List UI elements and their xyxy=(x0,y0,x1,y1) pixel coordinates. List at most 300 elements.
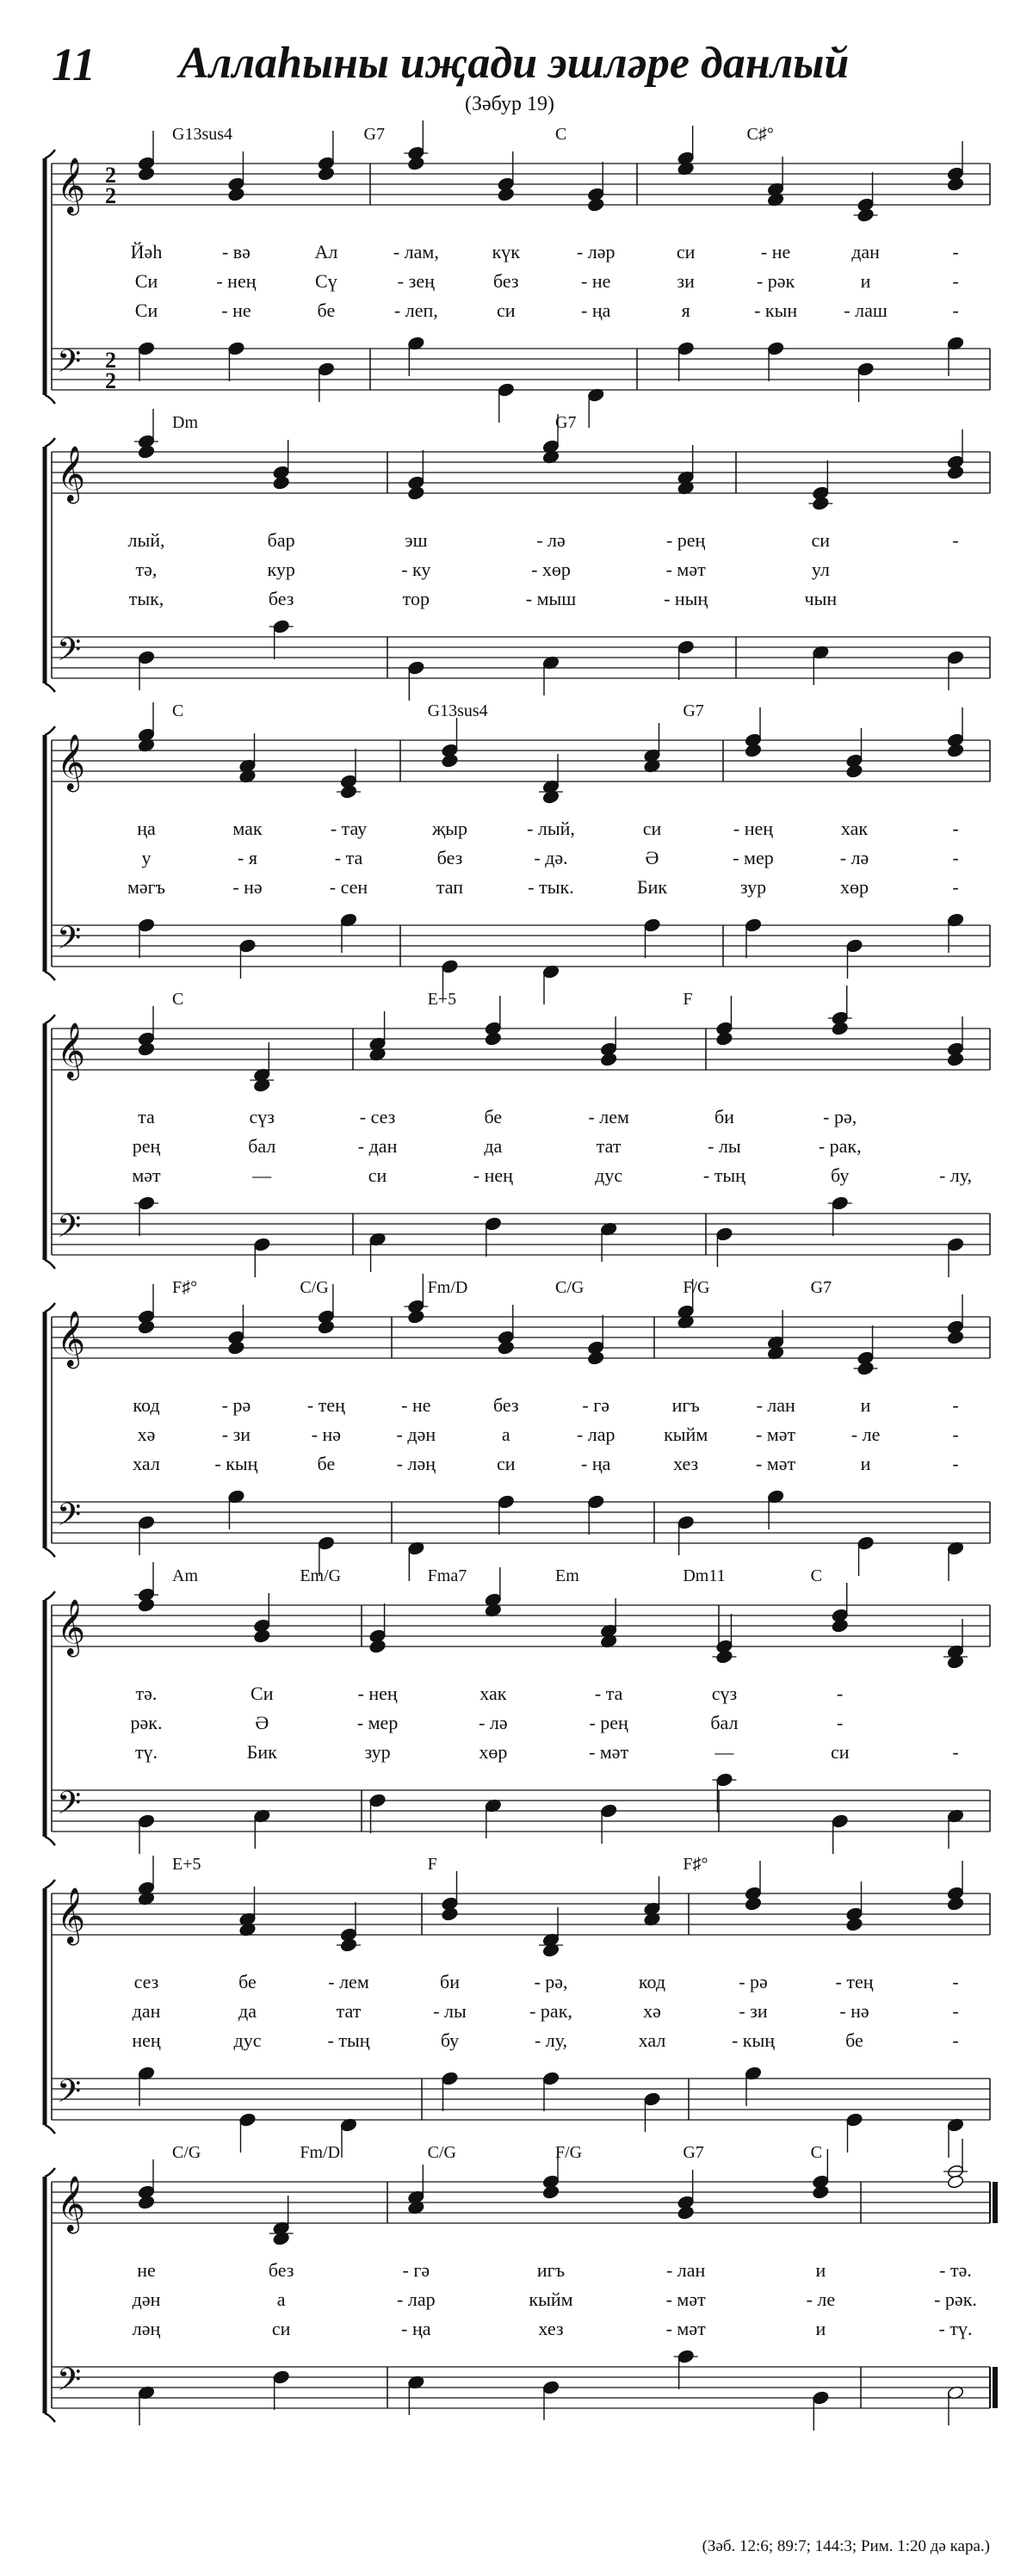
chord-symbol: C xyxy=(810,2143,823,2162)
lyric-syllable: - тү. xyxy=(938,2318,973,2339)
chord-symbol: G7 xyxy=(683,2143,704,2162)
chord-symbol: E+5 xyxy=(427,990,457,1009)
lyric-syllable: - рак, xyxy=(818,1135,862,1157)
lyric-syllable: - xyxy=(952,1394,959,1416)
bass-note xyxy=(138,1515,155,1529)
chord-symbol: G13sus4 xyxy=(172,125,233,144)
lyric-syllable: - рә, xyxy=(823,1106,857,1127)
bass-clef: 𝄢 xyxy=(57,2363,82,2405)
hymn-subtitle: (Зәбур 19) xyxy=(465,93,554,115)
bass-note xyxy=(238,2112,256,2127)
lyric-syllable: бе xyxy=(317,300,336,321)
lyric-syllable: хөр xyxy=(840,876,869,898)
lyric-syllable: а xyxy=(501,1424,510,1445)
lyric-syllable: код xyxy=(133,1394,160,1416)
alto-note xyxy=(812,2184,829,2199)
lyric-syllable: ләң xyxy=(132,2318,161,2339)
lyric-syllable: - не xyxy=(221,300,251,321)
lyric-syllable: хак xyxy=(479,1683,507,1704)
lyric-syllable: хак xyxy=(840,818,869,839)
lyric-syllable: - гә xyxy=(582,1394,610,1416)
lyric-syllable: и xyxy=(860,1394,871,1416)
lyric-syllable: Си xyxy=(251,1683,274,1704)
alto-note xyxy=(845,1917,863,1931)
alto-note xyxy=(407,1309,424,1324)
lyric-syllable: - xyxy=(837,1683,844,1704)
lyric-syllable: - хөр xyxy=(531,559,571,580)
lyric-syllable: - xyxy=(952,1453,959,1474)
lyric-syllable: бал xyxy=(248,1135,276,1157)
lyric-syllable: хә xyxy=(137,1424,156,1445)
bracket-hook xyxy=(45,395,55,404)
bass-clef: 𝄢 xyxy=(57,344,82,386)
chord-symbol: C xyxy=(172,990,184,1009)
lyric-syllable: - не xyxy=(401,1394,431,1416)
lyric-syllable: си xyxy=(642,818,662,839)
lyric-syllable: бе xyxy=(845,2029,863,2051)
lyric-syllable: - xyxy=(952,818,959,839)
bass-note xyxy=(947,1237,964,1251)
alto-note xyxy=(947,1896,964,1911)
lyric-syllable: лый, xyxy=(127,529,165,551)
lyric-syllable: - дә. xyxy=(534,847,568,868)
lyric-syllable: - лы xyxy=(708,1135,741,1157)
lyric-syllable: - мәт xyxy=(756,1453,796,1474)
chord-symbol: G7 xyxy=(363,125,385,144)
lyric-syllable: хал xyxy=(133,1453,160,1474)
lyric-syllable: да xyxy=(484,1135,503,1157)
lyric-syllable: рәк. xyxy=(130,1712,163,1733)
alto-note xyxy=(138,1041,155,1056)
alto-note xyxy=(845,763,863,778)
lyric-syllable: - ның xyxy=(664,588,708,609)
lyric-syllable: чын xyxy=(804,588,838,609)
lyric-syllable: - не xyxy=(581,270,611,292)
bracket-hook xyxy=(45,972,55,980)
lyric-syllable: - дан xyxy=(357,1135,398,1157)
bass-note xyxy=(138,1813,155,1828)
lyric-syllable: - xyxy=(952,270,959,292)
lyric-syllable: җыр xyxy=(432,818,467,839)
lyric-syllable: без xyxy=(492,270,519,292)
lyric-syllable: - тең xyxy=(835,1971,874,1992)
chord-symbol: Em xyxy=(555,1566,579,1585)
alto-note xyxy=(832,1618,849,1633)
lyric-syllable: - тык. xyxy=(528,876,574,898)
lyric-syllable: - нә xyxy=(311,1424,342,1445)
lyric-syllable: зур xyxy=(364,1741,391,1763)
lyric-syllable: бе xyxy=(238,1971,257,1992)
lyric-syllable: Йәһ xyxy=(130,241,163,263)
lyric-syllable: бе xyxy=(484,1106,503,1127)
bass-note xyxy=(273,2369,290,2384)
bass-note xyxy=(253,1237,270,1251)
bracket-hook xyxy=(45,2413,55,2422)
lyric-syllable: - ле xyxy=(851,1424,881,1445)
bracket-hook xyxy=(45,726,55,735)
bracket-hook xyxy=(45,1303,55,1312)
lyric-syllable: - рак, xyxy=(529,2000,572,2022)
lyric-syllable: - дән xyxy=(396,1424,436,1445)
treble-clef: 𝄞 xyxy=(57,448,86,501)
bracket-hook xyxy=(45,1880,55,1888)
lyric-syllable: и xyxy=(815,2259,826,2281)
lyric-syllable: - зең xyxy=(397,270,435,292)
treble-clef: 𝄞 xyxy=(57,1024,86,1078)
alto-note xyxy=(369,1639,387,1653)
lyric-syllable: - рә, xyxy=(534,1971,568,1992)
chord-symbol: Em/G xyxy=(300,1566,342,1585)
treble-clef: 𝄞 xyxy=(57,1601,86,1654)
lyric-syllable: - я xyxy=(238,847,257,868)
time-signature-bottom: 2 xyxy=(105,368,116,393)
chord-symbol: C xyxy=(810,1566,823,1585)
lyric-syllable: - ле xyxy=(806,2289,836,2310)
bass-note xyxy=(600,1803,617,1818)
lyric-syllable: - та xyxy=(334,847,363,868)
bass-clef: 𝄢 xyxy=(57,1498,82,1540)
lyric-syllable: - нең xyxy=(216,270,257,292)
lyric-syllable: зи xyxy=(677,270,695,292)
lyric-syllable: Сү xyxy=(315,270,337,292)
lyric-syllable: - кын xyxy=(754,300,798,321)
chord-symbol: C xyxy=(172,701,184,720)
lyric-syllable: - тау xyxy=(330,818,368,839)
hymn-title: Аллаһыны иҗади эшләре данлый xyxy=(179,39,850,88)
bass-note xyxy=(318,361,335,376)
bass-clef: 𝄢 xyxy=(57,921,82,963)
lyric-syllable: мәгъ xyxy=(127,876,166,898)
lyric-syllable: дан xyxy=(132,2000,161,2022)
alto-note xyxy=(441,1906,458,1921)
lyric-syllable: - лаш xyxy=(844,300,888,321)
alto-note xyxy=(138,2195,155,2209)
lyric-syllable: бе xyxy=(317,1453,336,1474)
bass-note xyxy=(441,959,458,973)
alto-note xyxy=(498,1340,515,1355)
chord-symbol: G13sus4 xyxy=(427,701,488,720)
lyric-syllable: без xyxy=(268,2259,294,2281)
lyric-syllable: не xyxy=(137,2259,156,2281)
scripture-references: (Зәб. 12:6; 89:7; 144:3; Рим. 1:20 дә кара.) xyxy=(702,2537,990,2555)
lyric-syllable: би xyxy=(440,1971,460,1992)
lyric-syllable: - xyxy=(952,241,959,263)
lyric-syllable: тә. xyxy=(135,1683,158,1704)
lyric-syllable: сез xyxy=(133,1971,159,1992)
lyric-syllable: си xyxy=(497,300,516,321)
lyric-syllable: - нең xyxy=(473,1164,513,1186)
lyric-syllable: - зи xyxy=(221,1424,251,1445)
time-signature-bottom: 2 xyxy=(105,183,116,208)
alto-note xyxy=(485,1031,502,1046)
bass-note xyxy=(845,2112,863,2127)
lyric-syllable: - сез xyxy=(359,1106,396,1127)
lyric-syllable: си xyxy=(830,1741,850,1763)
lyric-syllable: - сен xyxy=(329,876,368,898)
lyric-syllable: - xyxy=(837,1712,844,1733)
lyric-syllable: Ә xyxy=(255,1712,269,1733)
alto-note xyxy=(832,1021,849,1035)
lyric-syllable: мак xyxy=(232,818,263,839)
alto-note xyxy=(253,1628,270,1643)
lyric-syllable: тү. xyxy=(134,1741,158,1763)
chord-symbol: G7 xyxy=(555,413,577,432)
lyric-syllable: - мәт xyxy=(665,2289,706,2310)
lyric-syllable: - лә xyxy=(479,1712,508,1733)
bass-note xyxy=(441,2071,458,2085)
lyric-syllable: - леп, xyxy=(393,300,438,321)
lyric-syllable: и xyxy=(860,1453,871,1474)
lyric-syllable: код xyxy=(638,1971,666,1992)
lyric-syllable: - ләр xyxy=(576,241,615,263)
lyric-syllable: хөр xyxy=(479,1741,508,1763)
lyric-syllable: - xyxy=(952,300,959,321)
lyric-syllable: - не xyxy=(760,241,791,263)
alto-note xyxy=(715,1031,733,1046)
chord-symbol: F♯° xyxy=(172,1278,198,1297)
lyric-syllable: - гә xyxy=(402,2259,430,2281)
lyric-syllable: Си xyxy=(134,300,158,321)
bass-note xyxy=(857,1535,875,1550)
alto-note xyxy=(407,485,424,500)
treble-clef: 𝄞 xyxy=(57,1889,86,1943)
lyric-syllable: - лу, xyxy=(534,2029,568,2051)
lyric-syllable: - рең xyxy=(665,529,706,551)
lyric-syllable: - лы xyxy=(433,2000,467,2022)
bass-note xyxy=(485,1216,502,1231)
lyric-syllable: нең xyxy=(132,2029,161,2051)
lyric-syllable: Бик xyxy=(246,1741,277,1763)
bass-note xyxy=(227,341,244,355)
bass-note xyxy=(587,1494,604,1509)
lyric-syllable: и xyxy=(815,2318,826,2339)
alto-note xyxy=(407,156,424,170)
lyric-syllable: - вә xyxy=(221,241,251,263)
bass-note xyxy=(677,639,695,654)
lyric-syllable: - рә xyxy=(221,1394,251,1416)
treble-clef: 𝄞 xyxy=(57,736,86,789)
lyric-syllable: тә, xyxy=(135,559,158,580)
lyric-syllable: - лем xyxy=(328,1971,369,1992)
chord-symbol: Dm11 xyxy=(683,1566,726,1585)
lyric-syllable: си xyxy=(271,2318,291,2339)
alto-note xyxy=(498,187,515,201)
lyric-syllable: - рәк xyxy=(756,270,795,292)
lyric-syllable: дан xyxy=(851,241,880,263)
alto-note xyxy=(745,1896,762,1911)
lyric-syllable: - xyxy=(952,876,959,898)
lyric-syllable: - xyxy=(952,1424,959,1445)
lyric-syllable: тор xyxy=(402,588,430,609)
chord-symbol: E+5 xyxy=(172,1855,201,1874)
lyric-syllable: — xyxy=(252,1164,272,1186)
bass-note xyxy=(643,2091,660,2106)
lyric-syllable: - рә xyxy=(739,1971,768,1992)
lyric-syllable: та xyxy=(138,1106,155,1127)
chord-symbol: Fma7 xyxy=(427,1566,467,1585)
lyric-syllable: - лар xyxy=(576,1424,615,1445)
lyric-syllable: тат xyxy=(336,2000,362,2022)
lyric-syllable: Ә xyxy=(645,847,659,868)
bass-note xyxy=(542,2380,560,2394)
lyric-syllable: - ңа xyxy=(581,1453,611,1474)
bass-note xyxy=(715,1226,733,1241)
lyric-syllable: - xyxy=(952,847,959,868)
lyric-syllable: - xyxy=(952,1741,959,1763)
lyric-syllable: а xyxy=(276,2289,286,2310)
lyric-syllable: - та xyxy=(594,1683,623,1704)
lyric-syllable: без xyxy=(268,588,294,609)
chord-symbol: G7 xyxy=(683,701,704,720)
lyric-syllable: - лә xyxy=(536,529,566,551)
lyric-syllable: - лам, xyxy=(393,241,439,263)
bracket-hook xyxy=(45,438,55,447)
lyric-syllable: хә xyxy=(643,2000,661,2022)
lyric-syllable: - рең xyxy=(589,1712,628,1733)
bass-clef: 𝄢 xyxy=(57,2074,82,2116)
chord-symbol: C/G xyxy=(172,2143,201,2162)
lyric-syllable: хез xyxy=(538,2318,564,2339)
lyric-syllable: зур xyxy=(739,876,767,898)
bass-note xyxy=(318,1535,335,1550)
bass-note xyxy=(857,361,875,376)
bass-note xyxy=(542,2071,560,2085)
alto-note xyxy=(441,753,458,768)
lyric-syllable: без xyxy=(492,1394,519,1416)
alto-note xyxy=(138,1597,155,1612)
bass-note xyxy=(498,382,515,397)
hymn-number: 11 xyxy=(52,39,96,90)
lyric-syllable: - тең xyxy=(306,1394,345,1416)
lyric-syllable: - лый, xyxy=(527,818,575,839)
chord-symbol: F xyxy=(683,990,693,1009)
bass-note xyxy=(745,917,762,932)
bracket-hook xyxy=(45,1548,55,1557)
lyric-syllable: дус xyxy=(595,1164,623,1186)
lyric-syllable: - нең xyxy=(733,818,774,839)
chord-symbol: C/G xyxy=(300,1278,329,1297)
time-signature-top: 2 xyxy=(105,163,116,188)
lyric-syllable: Ал xyxy=(314,241,338,263)
time-signature-top: 2 xyxy=(105,348,116,373)
lyric-syllable: бу xyxy=(831,1164,850,1186)
lyric-syllable: кыйм xyxy=(664,1424,708,1445)
lyric-syllable: - тә. xyxy=(939,2259,972,2281)
bass-clef: 𝄢 xyxy=(57,1786,82,1828)
alto-note xyxy=(318,1319,335,1334)
chord-symbol: F/G xyxy=(555,2143,583,2162)
lyric-syllable: си xyxy=(811,529,831,551)
lyric-syllable: - xyxy=(952,2029,959,2051)
lyric-syllable: игъ xyxy=(671,1394,700,1416)
lyric-syllable: ңа xyxy=(137,818,156,839)
lyric-syllable: - нә xyxy=(232,876,263,898)
lyric-syllable: эш xyxy=(405,529,428,551)
bass-note xyxy=(947,650,964,664)
chord-symbol: F♯° xyxy=(683,1855,708,1874)
lyric-syllable: - мәт xyxy=(665,2318,706,2339)
bracket-hook xyxy=(45,683,55,692)
chord-symbol: Fm/D xyxy=(427,1278,468,1297)
lyric-syllable: тык, xyxy=(128,588,164,609)
bass-note xyxy=(812,2390,829,2405)
lyric-syllable: - лан xyxy=(665,2259,706,2281)
lyric-syllable: бал xyxy=(710,1712,739,1733)
lyric-syllable: - мәт xyxy=(756,1424,796,1445)
lyric-syllable: у xyxy=(141,847,152,868)
alto-note xyxy=(947,2174,964,2189)
bracket-hook xyxy=(45,150,55,158)
treble-clef: 𝄞 xyxy=(57,2178,86,2231)
lyric-syllable: - лә xyxy=(839,847,869,868)
bracket-hook xyxy=(45,1591,55,1600)
lyric-syllable: - ләң xyxy=(396,1453,436,1474)
lyric-syllable: тап xyxy=(436,876,464,898)
lyric-syllable: - xyxy=(952,2000,959,2022)
lyric-syllable: - зи xyxy=(739,2000,768,2022)
bass-note xyxy=(677,1515,695,1529)
lyric-syllable: - лем xyxy=(588,1106,629,1127)
lyric-syllable: си xyxy=(497,1453,516,1474)
lyric-syllable: сүз xyxy=(711,1683,738,1704)
lyric-syllable: - тың xyxy=(327,2029,370,2051)
lyric-syllable: си xyxy=(368,1164,387,1186)
lyric-syllable: без xyxy=(436,847,463,868)
bracket-hook xyxy=(45,1260,55,1269)
lyric-syllable: - мыш xyxy=(525,588,577,609)
lyric-syllable: тат xyxy=(596,1135,622,1157)
lyric-syllable: игъ xyxy=(536,2259,566,2281)
bass-note xyxy=(498,1494,515,1509)
lyric-syllable: - мәт xyxy=(589,1741,629,1763)
alto-note xyxy=(600,1052,617,1066)
lyric-syllable: - xyxy=(952,529,959,551)
lyric-syllable: - xyxy=(952,1971,959,1992)
chord-symbol: C/G xyxy=(555,1278,585,1297)
bass-note xyxy=(832,1813,849,1828)
lyric-syllable: - ңа xyxy=(401,2318,431,2339)
chord-symbol: Dm xyxy=(172,413,198,432)
lyric-syllable: - мер xyxy=(733,847,774,868)
alto-note xyxy=(227,1340,244,1355)
bass-note xyxy=(138,917,155,932)
lyric-syllable: күк xyxy=(492,241,520,263)
lyric-syllable: рең xyxy=(132,1135,161,1157)
alto-note xyxy=(587,197,604,212)
bracket-hook xyxy=(45,2168,55,2177)
alto-note xyxy=(273,475,290,490)
bass-clef: 𝄢 xyxy=(57,633,82,675)
bass-note xyxy=(407,660,424,675)
lyric-syllable: - лу, xyxy=(938,1164,973,1186)
alto-note xyxy=(138,444,155,459)
lyric-syllable: - кың xyxy=(214,1453,258,1474)
chord-symbol: Am xyxy=(172,1566,198,1585)
lyric-syllable: и xyxy=(860,270,871,292)
chord-symbol: G7 xyxy=(810,1278,832,1297)
lyric-syllable: - мәт xyxy=(665,559,706,580)
lyric-syllable: - лан xyxy=(756,1394,795,1416)
lyric-syllable: Си xyxy=(134,270,158,292)
lyric-syllable: би xyxy=(714,1106,734,1127)
bass-note xyxy=(643,917,660,932)
alto-note xyxy=(947,465,964,479)
lyric-syllable: - тың xyxy=(702,1164,745,1186)
chord-symbol: C♯° xyxy=(746,125,774,144)
lyric-syllable: бар xyxy=(267,529,295,551)
lyric-syllable: - мер xyxy=(356,1712,399,1733)
alto-note xyxy=(745,743,762,757)
